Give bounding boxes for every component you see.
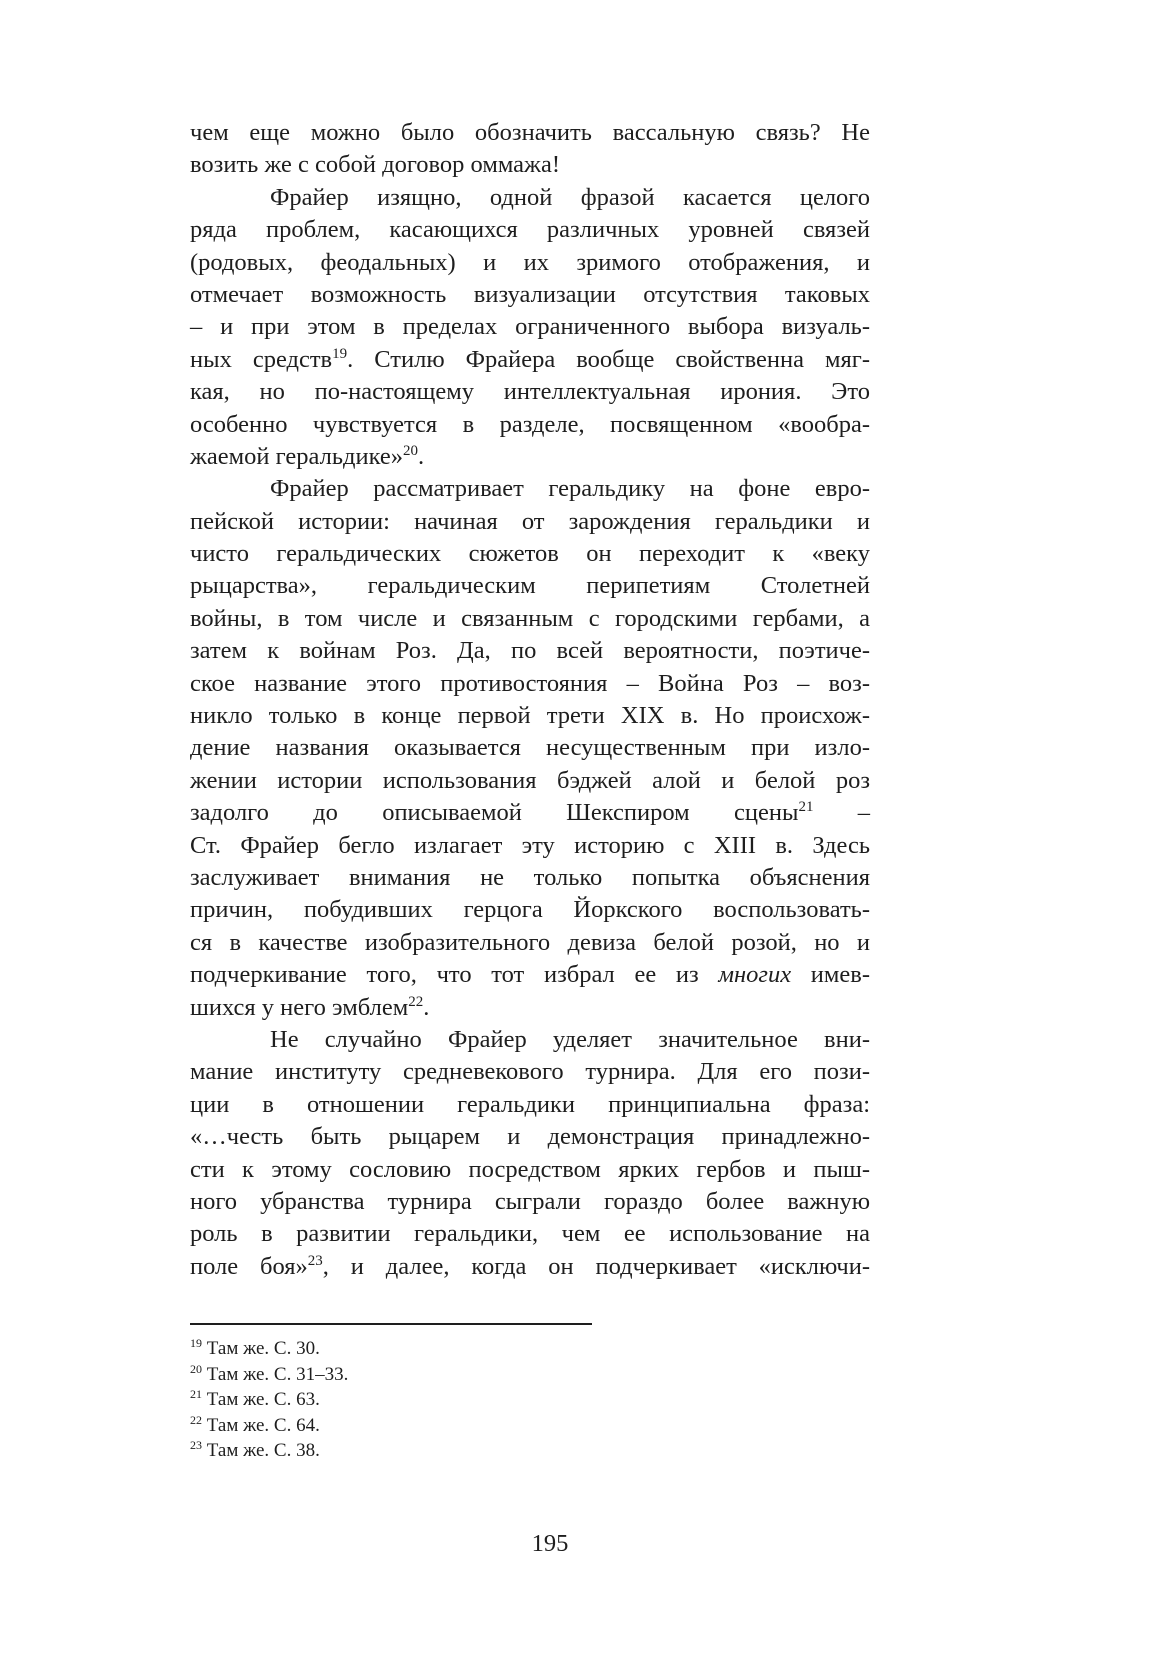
- text-segment: ных средств: [190, 345, 333, 373]
- page-number: 195: [531, 1530, 569, 1557]
- footnote-23: [190, 1438, 348, 1464]
- text-line: кая, но по-настоящему интеллектуальная ирония. Это: [190, 378, 870, 406]
- footnote-number: 22: [190, 1412, 202, 1427]
- text-line: Фрайер рассматривает геральдику на фоне евро-: [270, 475, 870, 503]
- text-line: роль в развитии геральдики, чем ее использование на: [190, 1220, 870, 1248]
- text-line: [190, 797, 870, 829]
- footnote-text: Там же. С. 63.: [206, 1389, 320, 1411]
- text-line: чисто геральдических сюжетов он переходит к «веку: [190, 540, 870, 568]
- text-line: ское название этого противостояния – Война Роз – воз-: [190, 669, 870, 697]
- footnote-20: [190, 1362, 348, 1388]
- text-line: рыцарства», геральдическим перипетиям Столетней: [190, 572, 870, 600]
- text-line: ции в отношении геральдики принципиальна фраза:: [190, 1090, 870, 1118]
- footnote-21: [190, 1387, 348, 1413]
- text-line: ся в качестве изобразительного девиза белой розой, но и: [190, 928, 870, 956]
- footnote-ref-22: 22: [408, 993, 424, 1010]
- text-line: ного убранства турнира сыграли гораздо более важную: [190, 1187, 870, 1215]
- text-segment: шихся у него эмблем: [190, 993, 409, 1021]
- footnote-text: Там же. С. 64.: [206, 1414, 320, 1436]
- text-segment: . Стилю Фрайера вообще свойственна мяг-: [347, 345, 870, 373]
- text-segment: , и далее, когда он подчеркивает «исключи-: [322, 1252, 870, 1280]
- text-line: Ст. Фрайер бегло излагает эту историю с XIII в. Здесь: [190, 831, 870, 859]
- text-segment: –: [813, 799, 870, 827]
- text-segment: имев-: [791, 961, 871, 989]
- footnote-19: [190, 1336, 348, 1362]
- text-line: «…честь быть рыцарем и демонстрация принадлежно-: [190, 1123, 870, 1151]
- main-text: [190, 117, 870, 1283]
- footnote-number: 21: [190, 1387, 202, 1402]
- footnotes: [190, 1336, 348, 1464]
- footnote-ref-19: 19: [332, 345, 348, 362]
- footnote-text: Там же. С. 38.: [206, 1440, 320, 1462]
- text-line: пейской истории: начиная от зарождения геральдики и: [190, 507, 870, 535]
- text-line: – и при этом в пределах ограниченного выбора визуаль-: [190, 313, 870, 341]
- text-line: дение названия оказывается несущественным при изло-: [190, 734, 870, 762]
- text-line: сти к этому сословию посредством ярких гербов и пыш-: [190, 1155, 870, 1183]
- text-line: Фрайер изящно, одной фразой касается целого: [270, 183, 870, 211]
- footnote-divider: [190, 1323, 592, 1325]
- emphasis: многих: [718, 961, 792, 989]
- text-line: ряда проблем, касающихся различных уровней связей: [190, 216, 870, 244]
- text-line: жении истории использования бэджей алой и белой роз: [190, 766, 870, 794]
- text-line: особенно чувствуется в разделе, посвященном «вообра-: [190, 410, 870, 438]
- text-line: [190, 1251, 870, 1283]
- text-line: заслуживает внимания не только попытка объяснения: [190, 863, 870, 891]
- footnote-ref-20: 20: [403, 442, 418, 459]
- footnote-ref-23: 23: [307, 1252, 323, 1269]
- text-line: (родовых, феодальных) и их зримого отображения, и: [190, 248, 870, 276]
- text-line: причин, побудивших герцога Йоркского воспользовать-: [190, 896, 870, 924]
- text-line: мание институту средневекового турнира. Для его пози-: [190, 1058, 870, 1086]
- text-segment: жаемой геральдике»: [190, 442, 403, 470]
- text-segment: .: [423, 993, 430, 1021]
- footnote-number: 20: [190, 1361, 202, 1376]
- text-segment: подчеркивание того, что тот избрал ее из: [190, 961, 719, 989]
- text-line: [190, 992, 870, 1024]
- footnote-22: [190, 1413, 348, 1439]
- text-segment: задолго до описываемой Шекспиром сцены: [190, 799, 799, 827]
- text-line: войны, в том числе и связанным с городскими гербами, а: [190, 604, 870, 632]
- text-line: отмечает возможность визуализации отсутствия таковых: [190, 280, 870, 308]
- text-segment: поле боя»: [190, 1252, 308, 1280]
- text-line: никло только в конце первой трети XIX в. Но происхож-: [190, 702, 870, 730]
- text-line: Не случайно Фрайер уделяет значительное вни-: [270, 1025, 870, 1053]
- text-segment: .: [418, 442, 425, 470]
- text-line: возить же с собой договор оммажа!: [190, 151, 561, 179]
- text-line: [190, 441, 870, 473]
- text-line: [190, 344, 870, 376]
- footnote-text: Там же. С. 31–33.: [206, 1363, 349, 1385]
- text-line: [190, 959, 870, 991]
- footnote-text: Там же. С. 30.: [206, 1338, 320, 1359]
- footnote-number: 19: [190, 1336, 202, 1350]
- footnote-number: 23: [190, 1438, 202, 1453]
- text-line: затем к войнам Роз. Да, по всей вероятности, поэтиче-: [190, 637, 870, 665]
- footnote-ref-21: 21: [798, 799, 814, 816]
- text-line: чем еще можно было обозначить вассальную связь? Не: [190, 119, 870, 146]
